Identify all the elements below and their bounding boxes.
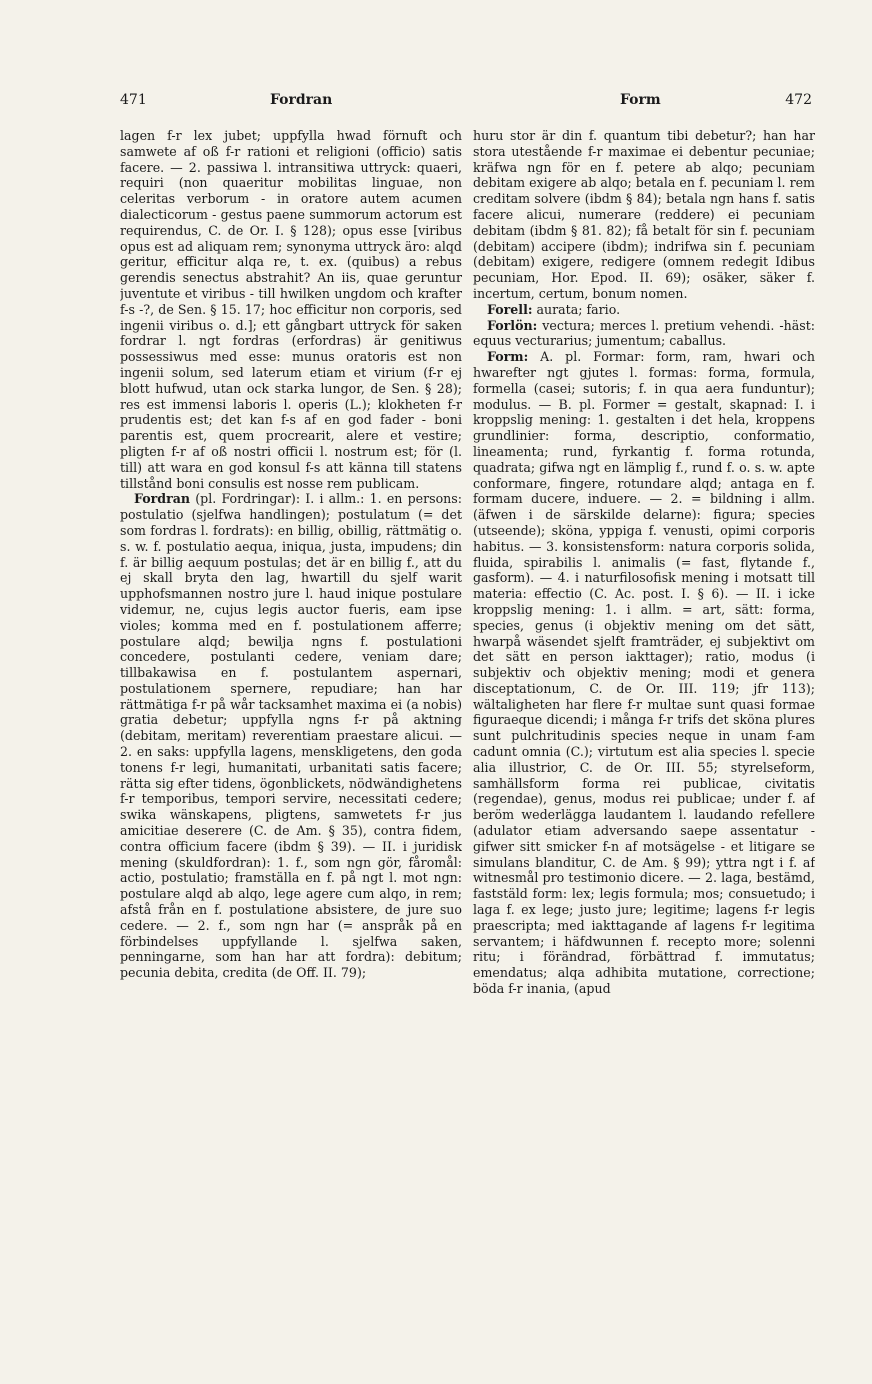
entry-body: A. pl. Formar: form, ram, hwari och hwarefter ngt gjutes l. formas: forma, formula, formella (casei; sutoris; f. in qua aera funduntur); modulus. — B. pl. Former = gestalt, skapnad: I. i kroppslig mening: 1. gestalten i det hela, kroppens grundlinier: forma, descriptio, conformatio, lineamenta; rund, fyrkantig f. forma rotunda, quadrata; gifwa ngt en lämplig f., rund f. o. s. w. apte conformare, fingere, rotundare alqd; antaga en f. formam ducere, induere. — 2. = bildning i allm. (äfwen i de särskilde delarne): figura; species (utseende); sköna, yppiga f. venusti, opimi corporis habitus. — 3. konsistensform: natura corporis solida, fluida, spirabilis l. animalis (= fast, flytande f., gasform). — 4. i naturfilosofisk mening i motsatt till materia: effectio (C. Ac. post. I. § 6). — II. i icke kroppslig mening: 1. i allm. = art, sätt: forma, species, genus (i objektiv mening om det sätt, hwarpå wäsendet sjelft framträder, ej subjektivt om det sätt en person iakttager); ratio, modus (i subjektiv och objektiv mening; modi et genera disceptationum, C. de Or. III. 119; jfr 113); wältaligheten har flere f-r multae sunt quasi formae figuraeque dicendi; i många f-r trifs det sköna plures sunt pulchritudinis species neque in unam f-am cadunt omnia (C.); virtutum est alia species l. specie alia illustrior, C. de Or. III. 55; styrelseform, samhällsform forma rei publicae, civitatis (regendae), genus, modus rei publicae; under f. af beröm wederlägga laudantem l. laudando refellere (adulator etiam adversando saepe assentatur - gifwer sitt smicker f-n af motsägelse - et litigare se simulans blanditur, C. de Am. § 99); yttra ngt i f. af witnesmål pro testimonio dicere. — 2. laga, bestämd, faststäld form: lex; legis formula; mos; consuetudo; i laga f. ex lege; justo jure; legitime; lagens f-r legis praescripta; med iakttagande af lagens f-r legitima servantem; i häfdwunnen f. recepto more; solenni ritu; i förändrad, förbättrad f. immutatus; emendatus; alqa adhibita mutatione, correctione; böda f-r inania, (apud — [473, 349, 815, 997]
entry-forlon — [473, 318, 815, 350]
entry-body: aurata; fario. — [532, 301, 621, 317]
page-number-left: 471 — [120, 92, 147, 108]
page-header — [120, 92, 812, 114]
entry-body: vectura; merces l. pretium vehendi. -häst: equus vecturarius; jumentum; caballus. — [473, 317, 815, 349]
entry-headword: Forell: — [487, 301, 533, 317]
right-column — [473, 128, 815, 1358]
left-column — [120, 128, 462, 1358]
page-number-right: 472 — [785, 92, 812, 108]
entry-headword: Form: — [487, 349, 529, 365]
running-headword-left: Fordran — [270, 92, 333, 108]
running-headword-right: Form — [620, 92, 661, 108]
entry-continuation-fordran: huru stor är din f. quantum tibi debetur?; han har stora utestående f-r maximae ei debentur pecuniae; kräfwa ngn för en f. petere ab alqo; pecuniam debitam exigere ab alqo; betala en f. pecuniam l. rem creditam solvere (ibdm § 84); betala ngn hans f. satis facere alicui, numerare (reddere) ei pecuniam debitam (ibdm § 81. 82); få betalt för sin f. pecuniam (debitam) accipere (ibdm); indrifwa sin f. pecuniam (debitam) exigere, redigere (omnem redegit Idibus pecuniam, Hor. Epod. II. 69); osäker, säker f. incertum, certum, bonum nomen. — [473, 128, 815, 301]
entry-headword: Forlön: — [487, 317, 538, 333]
entry-fordran — [120, 491, 462, 981]
entry-body: (pl. Fordringar): I. i allm.: 1. en persons: postulatio (sjelfwa handlingen); postulatum (= det som fordras l. fordrats): en billig, obillig, rättmätig o. s. w. f. postulatio aequa, iniqua, justa, impudens; din f. är billig aequum postulas; det är en billig f., att du ej skall bryta den lag, hwartill du sjelf warit upphofsmannen nostro jure l. haud inique postulare videmur, ne, cujus legis auctor fueris, eam ipse violes; komma med en f. postulationem afferre; postulare alqd; bewilja ngns f. postulationi concedere, postulanti cedere, veniam dare; tillbakawisa en f. postulantem aspernari, postulationem spernere, repudiare; han har rättmätiga f-r på wår tacksamhet maxima ei (a nobis) gratia debetur; uppfylla ngns f-r på aktning (debitam, meritam) reverentiam praestare alicui. — 2. en saks: uppfylla lagens, menskligetens, den goda tonens f-r legi, humanitati, urbanitati satis facere; rätta sig efter tidens, ögonblickets, nödwändighetens f-r temporibus, tempori servire, necessitati cedere; swika wänskapens, pligtens, samwetets f-r jus amicitiae deserere (C. de Am. § 35), contra fidem, contra officium facere (ibdm § 39). — II. i juridisk mening (skuldfordran): 1. f., som ngn gör, fåromål: actio, postulatio; framställa en f. på ngt l. mot ngn: postulare alqd ab alqo, lege agere cum alqo, in rem; afstå från en f. postulatione absistere, de jure suo cedere. — 2. f., som ngn har (= anspråk på en förbindelses uppfyllande l. sjelfwa saken, penningarne, som han har att fordra): debitum; pecunia debita, credita (de Off. II. 79); — [120, 491, 462, 981]
entry-form — [473, 349, 815, 997]
entry-headword: Fordran — [134, 491, 191, 507]
entry-continuation-fordra: lagen f-r lex jubet; uppfylla hwad förnuft och samwete af oß f-r rationi et religioni (officio) satis facere. — 2. passiwa l. intransitiwa uttryck: quaeri, requiri (non quaeritur mobilitas linguae, non celeritas verborum - in oratore autem acumen dialecticorum - gestus paene summorum actorum est requirendus, C. de Or. I. § 128); opus esse [viribus opus est ad aliquam rem; synonyma uttryck äro: alqd geritur, efficitur alqa re, t. ex. (quibus) a rebus gerendis senectus abstrahit? An iis, quae geruntur juventute et viribus - till hwilken ungdom och krafter f-s -?, de Sen. § 15. 17; hoc efficitur non corporis, sed ingenii viribus o. d.]; ett gångbart uttryck för saken fordrar l. ngt fordras (erfordras) är genitiwus possessiwus med esse: munus oratoris est non ingenii solum, sed laterum etiam et virium (f-r ej blott hufwud, utan ock starka lungor, de Sen. § 28); res est immensi laboris l. operis (L.); klokheten f-r prudentis est; det kan f-s af en god fader - boni parentis est, quem procrearit, alere et vestire; pligten f-r af oß nostri officii l. nostrum est; för (l. till) att wara en god konsul f-s att känna till statens tillstånd boni consulis est nosse rem publicam. — [120, 128, 462, 491]
entry-forell — [473, 302, 815, 318]
